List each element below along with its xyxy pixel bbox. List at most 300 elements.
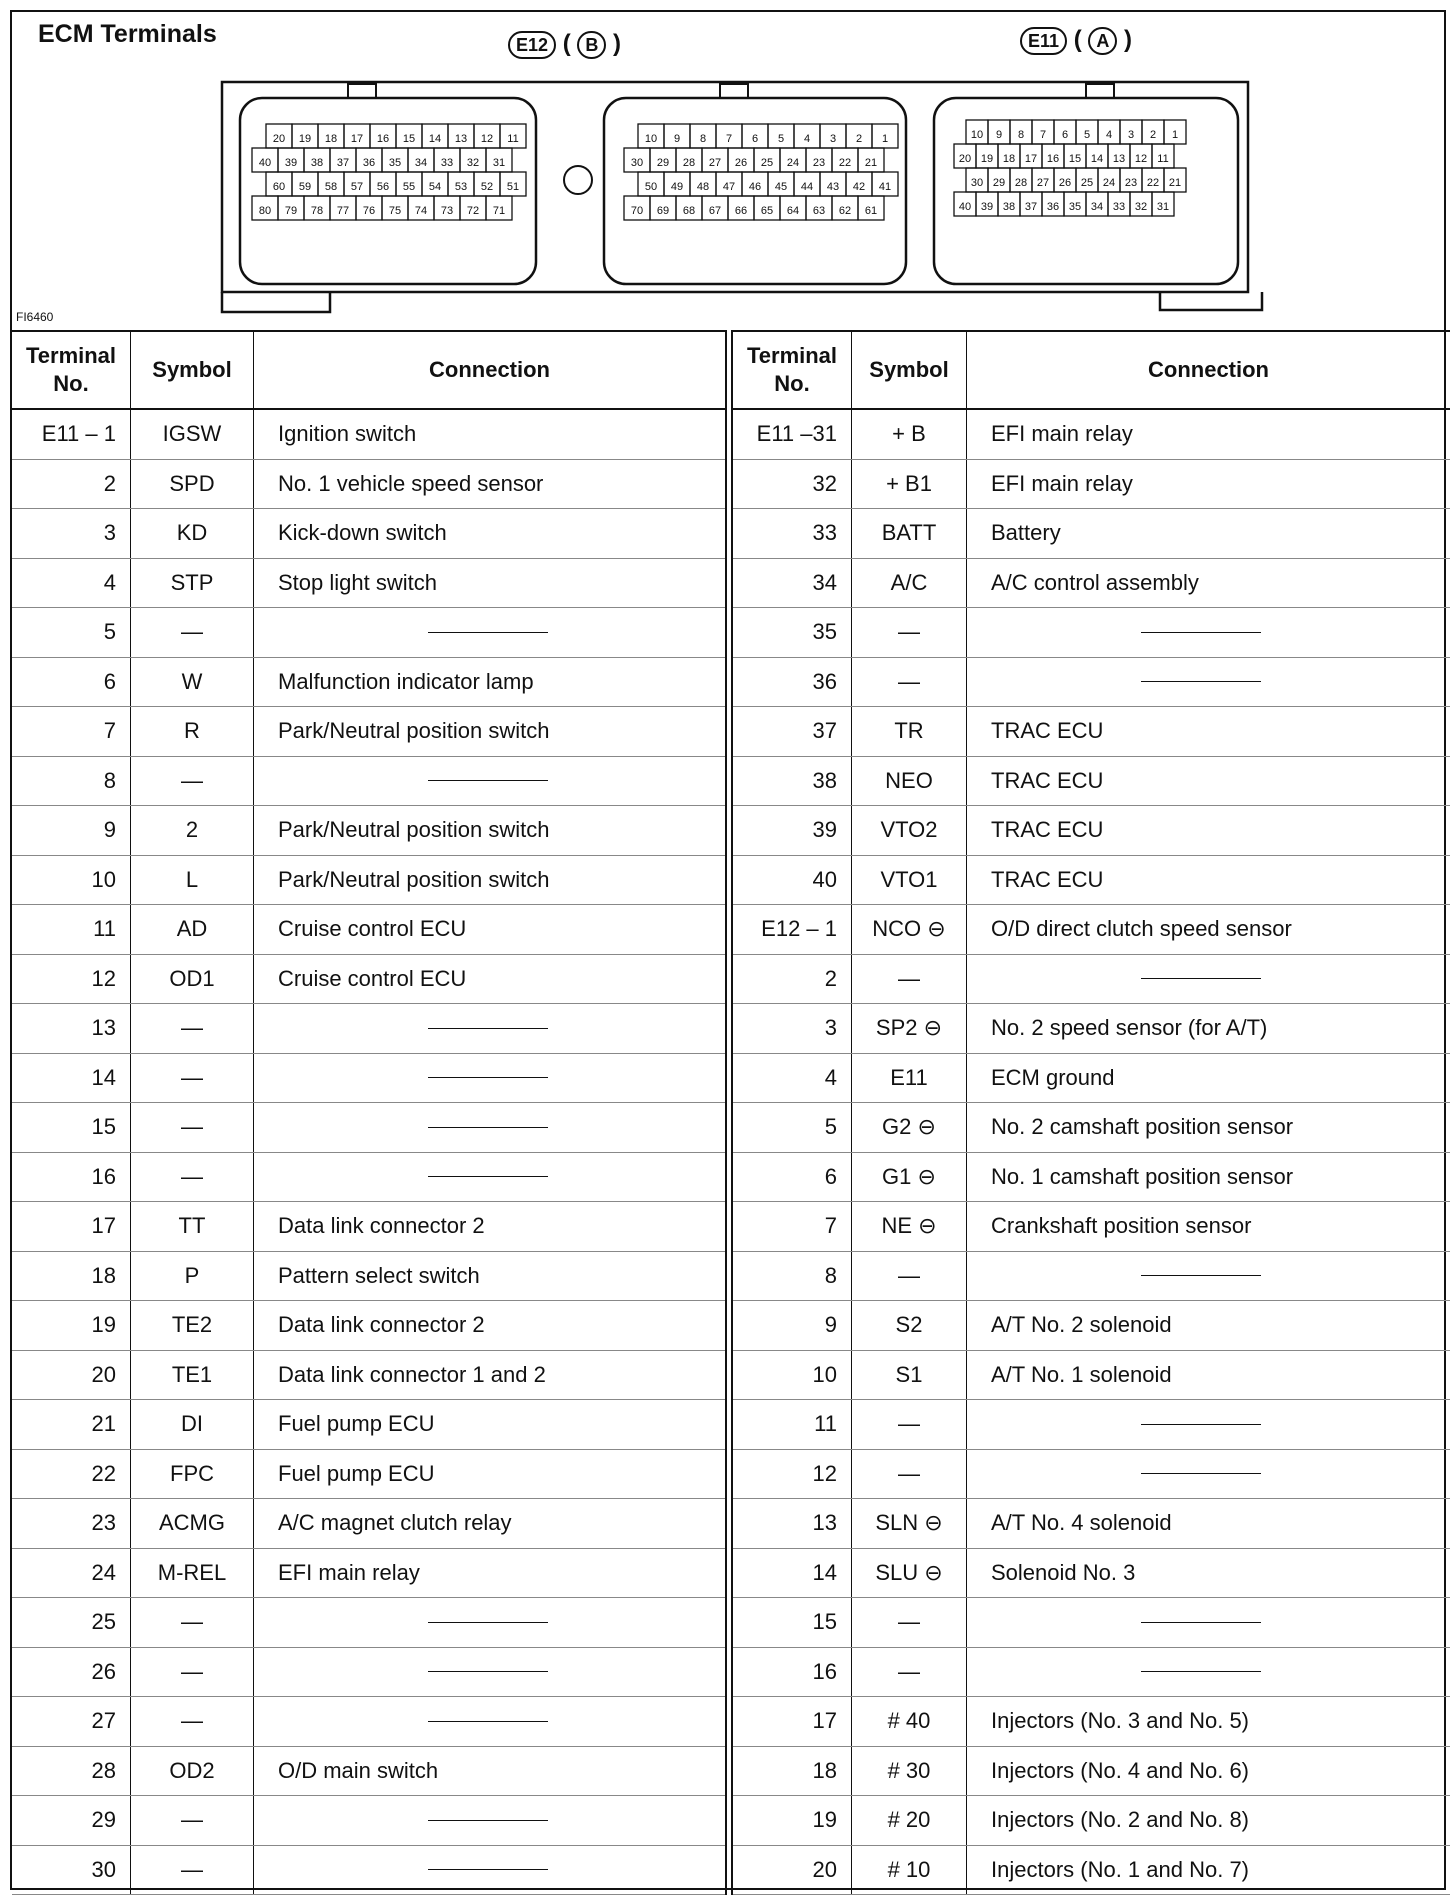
terminal-number: 37 bbox=[812, 718, 837, 744]
table-row bbox=[12, 1351, 725, 1401]
table-row bbox=[733, 1103, 1450, 1153]
table-row bbox=[733, 1301, 1450, 1351]
table-row bbox=[733, 1450, 1450, 1500]
terminal-symbol: # 30 bbox=[851, 1747, 967, 1796]
terminal-connection: No. 1 vehicle speed sensor bbox=[278, 470, 544, 496]
connector-a-body bbox=[934, 98, 1238, 284]
terminal-connection: No. 2 camshaft position sensor bbox=[991, 1114, 1294, 1140]
empty-connection-dash bbox=[1141, 1473, 1261, 1474]
table-row bbox=[12, 1747, 725, 1797]
pin-number: 54 bbox=[428, 181, 442, 193]
terminal-symbol: DI bbox=[130, 1400, 254, 1449]
terminal-connection: Malfunction indicator lamp bbox=[278, 668, 534, 694]
terminal-symbol: — bbox=[130, 1598, 254, 1647]
terminal-connection: Injectors (No. 3 and No. 5) bbox=[991, 1708, 1250, 1734]
terminal-connection: TRAC ECU bbox=[991, 866, 1104, 892]
pin-number: 11 bbox=[1157, 153, 1169, 165]
header-terminal: Terminal No. bbox=[25, 343, 117, 396]
table-row bbox=[12, 905, 725, 955]
empty-connection-dash bbox=[1141, 1622, 1261, 1623]
pin-number: 77 bbox=[336, 205, 350, 217]
table-row bbox=[12, 1301, 725, 1351]
pin-number: 40 bbox=[958, 201, 972, 213]
terminal-number: 32 bbox=[812, 470, 837, 496]
terminal-connection bbox=[254, 1054, 725, 1103]
terminal-number: E11 – 1 bbox=[41, 421, 116, 447]
terminal-symbol: # 20 bbox=[851, 1796, 967, 1845]
terminal-number: 14 bbox=[812, 1559, 837, 1585]
terminal-number: 38 bbox=[812, 767, 837, 793]
connector-e12-code: E12 bbox=[508, 31, 556, 59]
pin-number: 33 bbox=[440, 157, 454, 169]
table-row bbox=[12, 1796, 725, 1846]
table-header bbox=[733, 330, 1450, 410]
pin-number: 62 bbox=[838, 205, 852, 217]
terminal-symbol: OD1 bbox=[130, 955, 254, 1004]
table-row bbox=[733, 1549, 1450, 1599]
pin-number: 53 bbox=[454, 181, 468, 193]
pin-number: 11 bbox=[507, 133, 519, 145]
terminal-symbol: KD bbox=[130, 509, 254, 558]
pin-number: 8 bbox=[699, 133, 707, 145]
terminal-connection bbox=[967, 1252, 1450, 1301]
empty-connection-dash bbox=[428, 1127, 548, 1128]
terminal-number: 5 bbox=[824, 1114, 837, 1140]
table-row bbox=[733, 1054, 1450, 1104]
terminal-number: 29 bbox=[91, 1807, 116, 1833]
empty-connection-dash bbox=[1141, 978, 1261, 979]
terminal-connection: Injectors (No. 1 and No. 7) bbox=[991, 1856, 1250, 1882]
empty-connection-dash bbox=[428, 1077, 548, 1078]
pin-number: 45 bbox=[774, 181, 788, 193]
pin-number: 1 bbox=[881, 133, 889, 145]
table-row bbox=[12, 1400, 725, 1450]
pin-number: 30 bbox=[970, 177, 984, 189]
pin-number: 25 bbox=[1080, 177, 1094, 189]
pin-number: 9 bbox=[995, 129, 1003, 141]
terminal-number: 8 bbox=[103, 767, 116, 793]
terminal-symbol: — bbox=[130, 1153, 254, 1202]
pin-number: 50 bbox=[644, 181, 658, 193]
pin-number: 31 bbox=[492, 157, 506, 169]
pin-number: 10 bbox=[970, 129, 984, 141]
pin-number: 27 bbox=[708, 157, 722, 169]
terminal-connection bbox=[967, 955, 1450, 1004]
empty-connection-dash bbox=[428, 780, 548, 781]
pin-number: 29 bbox=[656, 157, 670, 169]
terminal-connection: TRAC ECU bbox=[991, 767, 1104, 793]
pin-number: 55 bbox=[402, 181, 416, 193]
terminal-number: 4 bbox=[824, 1064, 837, 1090]
pin-number: 63 bbox=[812, 205, 826, 217]
pin-number: 14 bbox=[1090, 153, 1104, 165]
terminal-connection: Battery bbox=[991, 520, 1061, 546]
table-row bbox=[733, 1400, 1450, 1450]
terminal-symbol: R bbox=[130, 707, 254, 756]
terminal-connection: Data link connector 1 and 2 bbox=[278, 1361, 546, 1387]
terminal-symbol: P bbox=[130, 1252, 254, 1301]
pin-number: 28 bbox=[1014, 177, 1028, 189]
terminal-number: 17 bbox=[812, 1708, 837, 1734]
connector-e11-code: E11 bbox=[1020, 27, 1067, 55]
terminal-connection: Kick-down switch bbox=[278, 520, 447, 546]
pin-number: 61 bbox=[864, 205, 878, 217]
pin-number: 12 bbox=[1134, 153, 1148, 165]
terminal-connection bbox=[254, 1697, 725, 1746]
terminal-symbol: SLU ⊖ bbox=[851, 1549, 967, 1598]
pin-number: 72 bbox=[466, 205, 480, 217]
terminal-symbol: NCO ⊖ bbox=[851, 905, 967, 954]
pin-number: 76 bbox=[362, 205, 376, 217]
pin-number: 38 bbox=[310, 157, 324, 169]
terminal-number: 17 bbox=[91, 1213, 116, 1239]
terminal-table bbox=[12, 330, 1444, 1895]
page-title: ECM Terminals bbox=[38, 20, 217, 48]
terminal-number: 3 bbox=[824, 1015, 837, 1041]
table-row bbox=[12, 410, 725, 460]
terminal-number: 23 bbox=[91, 1510, 116, 1536]
terminal-symbol: — bbox=[851, 1252, 967, 1301]
pin-number: 75 bbox=[388, 205, 402, 217]
terminal-connection: Injectors (No. 4 and No. 6) bbox=[991, 1757, 1250, 1783]
empty-connection-dash bbox=[428, 1721, 548, 1722]
terminal-symbol: STP bbox=[130, 559, 254, 608]
pin-number: 41 bbox=[878, 181, 892, 193]
terminal-symbol: G1 ⊖ bbox=[851, 1153, 967, 1202]
table-row bbox=[12, 955, 725, 1005]
terminal-number: 11 bbox=[93, 916, 116, 942]
terminal-connection: EFI main relay bbox=[278, 1559, 420, 1585]
terminal-connection: Fuel pump ECU bbox=[278, 1411, 435, 1437]
terminal-symbol: VTO1 bbox=[851, 856, 967, 905]
pin-number: 13 bbox=[454, 133, 468, 145]
table-row bbox=[12, 559, 725, 609]
terminal-symbol: S2 bbox=[851, 1301, 967, 1350]
connector-e12-letter: B bbox=[577, 31, 606, 59]
table-row bbox=[12, 1103, 725, 1153]
terminal-connection bbox=[967, 658, 1450, 707]
pin-number: 10 bbox=[644, 133, 658, 145]
empty-connection-dash bbox=[428, 1820, 548, 1821]
pin-number: 36 bbox=[362, 157, 376, 169]
pin-number: 12 bbox=[480, 133, 494, 145]
terminal-symbol: L bbox=[130, 856, 254, 905]
terminal-symbol: # 10 bbox=[851, 1846, 967, 1895]
terminal-connection: Crankshaft position sensor bbox=[991, 1213, 1252, 1239]
empty-connection-dash bbox=[1141, 632, 1261, 633]
terminal-number: 5 bbox=[103, 619, 116, 645]
terminal-symbol: BATT bbox=[851, 509, 967, 558]
terminal-symbol: — bbox=[851, 1598, 967, 1647]
table-row bbox=[12, 1153, 725, 1203]
terminal-number: 10 bbox=[812, 1361, 837, 1387]
terminal-symbol: IGSW bbox=[130, 410, 254, 459]
pin-number: 68 bbox=[682, 205, 696, 217]
terminal-symbol: + B bbox=[851, 410, 967, 459]
table-row bbox=[12, 460, 725, 510]
terminal-symbol: AD bbox=[130, 905, 254, 954]
terminal-number: 39 bbox=[812, 817, 837, 843]
terminal-number: E11 –31 bbox=[756, 421, 837, 447]
terminal-number: 8 bbox=[824, 1262, 837, 1288]
header-connection: Connection bbox=[1148, 357, 1269, 382]
terminal-symbol: — bbox=[130, 757, 254, 806]
table-row bbox=[12, 509, 725, 559]
pin-number: 42 bbox=[852, 181, 866, 193]
empty-connection-dash bbox=[1141, 681, 1261, 682]
terminal-symbol: VTO2 bbox=[851, 806, 967, 855]
terminal-connection bbox=[254, 608, 725, 657]
table-row bbox=[12, 1252, 725, 1302]
terminal-number: 7 bbox=[824, 1213, 837, 1239]
terminal-symbol: — bbox=[851, 1648, 967, 1697]
terminal-symbol: — bbox=[851, 1450, 967, 1499]
table-row bbox=[733, 509, 1450, 559]
terminal-connection bbox=[254, 1648, 725, 1697]
empty-connection-dash bbox=[1141, 1424, 1261, 1425]
pin-number: 1 bbox=[1171, 129, 1179, 141]
pin-number: 34 bbox=[1090, 201, 1104, 213]
terminal-symbol: NEO bbox=[851, 757, 967, 806]
terminal-symbol: S1 bbox=[851, 1351, 967, 1400]
table-row bbox=[733, 707, 1450, 757]
terminal-number: 20 bbox=[91, 1361, 116, 1387]
connector-e11-label: E11 ( A ) bbox=[1020, 26, 1132, 55]
table-header bbox=[12, 330, 725, 410]
pin-number: 26 bbox=[1058, 177, 1072, 189]
terminal-connection bbox=[254, 1598, 725, 1647]
pin-number: 39 bbox=[980, 201, 994, 213]
pin-number: 36 bbox=[1046, 201, 1060, 213]
table-row bbox=[733, 1648, 1450, 1698]
pin-number: 21 bbox=[864, 157, 878, 169]
pin-number: 18 bbox=[324, 133, 338, 145]
terminal-symbol: # 40 bbox=[851, 1697, 967, 1746]
terminal-number: 26 bbox=[91, 1658, 116, 1684]
pin-number: 24 bbox=[786, 157, 800, 169]
terminal-connection bbox=[254, 757, 725, 806]
terminal-connection: ECM ground bbox=[991, 1064, 1115, 1090]
pin-number: 5 bbox=[777, 133, 785, 145]
pin-number: 23 bbox=[812, 157, 826, 169]
terminal-number: 2 bbox=[824, 965, 837, 991]
terminal-number: 4 bbox=[103, 569, 116, 595]
terminal-number: 24 bbox=[91, 1559, 116, 1585]
pin-number: 30 bbox=[630, 157, 644, 169]
terminal-connection: Park/Neutral position switch bbox=[278, 817, 550, 843]
terminal-number: 25 bbox=[91, 1609, 116, 1635]
pin-number: 47 bbox=[722, 181, 736, 193]
terminal-connection bbox=[254, 1846, 725, 1895]
pin-number: 20 bbox=[958, 153, 972, 165]
pin-number: 74 bbox=[414, 205, 428, 217]
terminal-symbol: — bbox=[130, 1004, 254, 1053]
terminal-number: 19 bbox=[91, 1312, 116, 1338]
table-row bbox=[12, 1202, 725, 1252]
terminal-symbol: + B1 bbox=[851, 460, 967, 509]
pin-number: 71 bbox=[492, 205, 506, 217]
header-terminal: Terminal No. bbox=[746, 343, 838, 396]
pin-number: 48 bbox=[696, 181, 710, 193]
table-row bbox=[733, 1598, 1450, 1648]
pin-number: 33 bbox=[1112, 201, 1126, 213]
table-row bbox=[733, 410, 1450, 460]
pin-number: 34 bbox=[414, 157, 428, 169]
table-row bbox=[733, 1499, 1450, 1549]
terminal-symbol: — bbox=[130, 608, 254, 657]
terminal-number: 6 bbox=[103, 668, 116, 694]
table-row bbox=[733, 1846, 1450, 1896]
pin-number: 60 bbox=[272, 181, 286, 193]
pin-number: 3 bbox=[1127, 129, 1135, 141]
terminal-number: 6 bbox=[824, 1163, 837, 1189]
terminal-number: 13 bbox=[91, 1015, 116, 1041]
pin-number: 25 bbox=[760, 157, 774, 169]
pin-number: 2 bbox=[1149, 129, 1157, 141]
connector-e11-letter: A bbox=[1088, 27, 1117, 55]
terminal-symbol: TT bbox=[130, 1202, 254, 1251]
pin-number: 5 bbox=[1083, 129, 1091, 141]
table-row bbox=[12, 1648, 725, 1698]
terminal-number: 13 bbox=[812, 1510, 837, 1536]
header-symbol: Symbol bbox=[130, 332, 254, 408]
terminal-connection bbox=[967, 1648, 1450, 1697]
table-row bbox=[12, 707, 725, 757]
terminal-number: 16 bbox=[91, 1163, 116, 1189]
pin-number: 28 bbox=[682, 157, 696, 169]
pin-number: 31 bbox=[1156, 201, 1170, 213]
table-row bbox=[733, 1747, 1450, 1797]
terminal-connection: No. 1 camshaft position sensor bbox=[991, 1163, 1294, 1189]
table-row bbox=[733, 1153, 1450, 1203]
terminal-connection: A/C control assembly bbox=[991, 569, 1199, 595]
pin-number: 39 bbox=[284, 157, 298, 169]
pin-number: 22 bbox=[1146, 177, 1160, 189]
pin-number: 20 bbox=[272, 133, 286, 145]
terminal-symbol: SLN ⊖ bbox=[851, 1499, 967, 1548]
pin-number: 64 bbox=[786, 205, 800, 217]
terminal-symbol: SP2 ⊖ bbox=[851, 1004, 967, 1053]
terminal-number: 15 bbox=[812, 1609, 837, 1635]
table-row bbox=[733, 856, 1450, 906]
terminal-connection: Injectors (No. 2 and No. 8) bbox=[991, 1807, 1250, 1833]
terminal-connection bbox=[967, 1598, 1450, 1647]
terminal-connection: A/T No. 2 solenoid bbox=[991, 1312, 1172, 1338]
pin-number: 69 bbox=[656, 205, 670, 217]
empty-connection-dash bbox=[1141, 1671, 1261, 1672]
terminal-number: 16 bbox=[812, 1658, 837, 1684]
pin-number: 18 bbox=[1002, 153, 1016, 165]
pin-number: 80 bbox=[258, 205, 272, 217]
pin-number: 56 bbox=[376, 181, 390, 193]
table-row bbox=[12, 1549, 725, 1599]
terminal-symbol: FPC bbox=[130, 1450, 254, 1499]
terminal-symbol: W bbox=[130, 658, 254, 707]
terminal-connection: Solenoid No. 3 bbox=[991, 1559, 1136, 1585]
table-row bbox=[12, 1054, 725, 1104]
terminal-symbol: NE ⊖ bbox=[851, 1202, 967, 1251]
terminal-number: 9 bbox=[103, 817, 116, 843]
terminal-connection bbox=[967, 608, 1450, 657]
terminal-connection: TRAC ECU bbox=[991, 718, 1104, 744]
terminal-symbol: — bbox=[130, 1054, 254, 1103]
terminal-connection: A/C magnet clutch relay bbox=[278, 1510, 512, 1536]
pin-number: 6 bbox=[751, 133, 759, 145]
table-row bbox=[733, 1796, 1450, 1846]
pin-number: 21 bbox=[1168, 177, 1182, 189]
terminal-symbol: TR bbox=[851, 707, 967, 756]
pin-number: 44 bbox=[800, 181, 814, 193]
empty-connection-dash bbox=[428, 1671, 548, 1672]
pin-number: 49 bbox=[670, 181, 684, 193]
empty-connection-dash bbox=[428, 1622, 548, 1623]
pin-number: 59 bbox=[298, 181, 312, 193]
terminal-number: 28 bbox=[91, 1757, 116, 1783]
terminal-number: 12 bbox=[812, 1460, 837, 1486]
terminal-number: 12 bbox=[91, 965, 116, 991]
table-row bbox=[733, 806, 1450, 856]
terminal-symbol: — bbox=[130, 1796, 254, 1845]
terminal-connection: Ignition switch bbox=[278, 421, 417, 447]
pin-number: 17 bbox=[350, 133, 364, 145]
pin-number: 32 bbox=[1134, 201, 1148, 213]
table-row bbox=[733, 1202, 1450, 1252]
header-connection: Connection bbox=[429, 357, 550, 382]
terminal-table-right bbox=[731, 330, 1450, 1895]
pin-number: 16 bbox=[1046, 153, 1060, 165]
terminal-number: 18 bbox=[812, 1757, 837, 1783]
pin-number: 15 bbox=[402, 133, 416, 145]
table-row bbox=[733, 1252, 1450, 1302]
pin-number: 66 bbox=[734, 205, 748, 217]
pin-number: 51 bbox=[506, 181, 520, 193]
terminal-connection: A/T No. 4 solenoid bbox=[991, 1510, 1172, 1536]
terminal-symbol: — bbox=[851, 608, 967, 657]
pin-number: 8 bbox=[1017, 129, 1025, 141]
pin-number: 35 bbox=[388, 157, 402, 169]
terminal-symbol: A/C bbox=[851, 559, 967, 608]
pin-number: 6 bbox=[1061, 129, 1069, 141]
pin-number: 73 bbox=[440, 205, 454, 217]
pin-number: 3 bbox=[829, 133, 837, 145]
table-row bbox=[12, 1004, 725, 1054]
terminal-number: 7 bbox=[103, 718, 116, 744]
terminal-symbol: OD2 bbox=[130, 1747, 254, 1796]
terminal-connection: O/D direct clutch speed sensor bbox=[991, 916, 1292, 942]
terminal-connection bbox=[967, 1450, 1450, 1499]
terminal-number: 10 bbox=[91, 866, 116, 892]
table-row bbox=[12, 1697, 725, 1747]
terminal-connection: Park/Neutral position switch bbox=[278, 718, 550, 744]
table-row bbox=[12, 856, 725, 906]
pin-number: 19 bbox=[980, 153, 994, 165]
terminal-connection: EFI main relay bbox=[991, 421, 1133, 447]
terminal-connection: O/D main switch bbox=[278, 1757, 439, 1783]
terminal-symbol: ACMG bbox=[130, 1499, 254, 1548]
empty-connection-dash bbox=[428, 632, 548, 633]
table-row bbox=[733, 1004, 1450, 1054]
pin-number: 79 bbox=[284, 205, 298, 217]
pin-number: 22 bbox=[838, 157, 852, 169]
pin-number: 43 bbox=[826, 181, 840, 193]
terminal-symbol: E11 bbox=[851, 1054, 967, 1103]
pin-number: 7 bbox=[725, 133, 733, 145]
pin-number: 38 bbox=[1002, 201, 1016, 213]
table-row bbox=[733, 757, 1450, 807]
terminal-number: 2 bbox=[103, 470, 116, 496]
table-row bbox=[12, 608, 725, 658]
empty-connection-dash bbox=[428, 1869, 548, 1870]
